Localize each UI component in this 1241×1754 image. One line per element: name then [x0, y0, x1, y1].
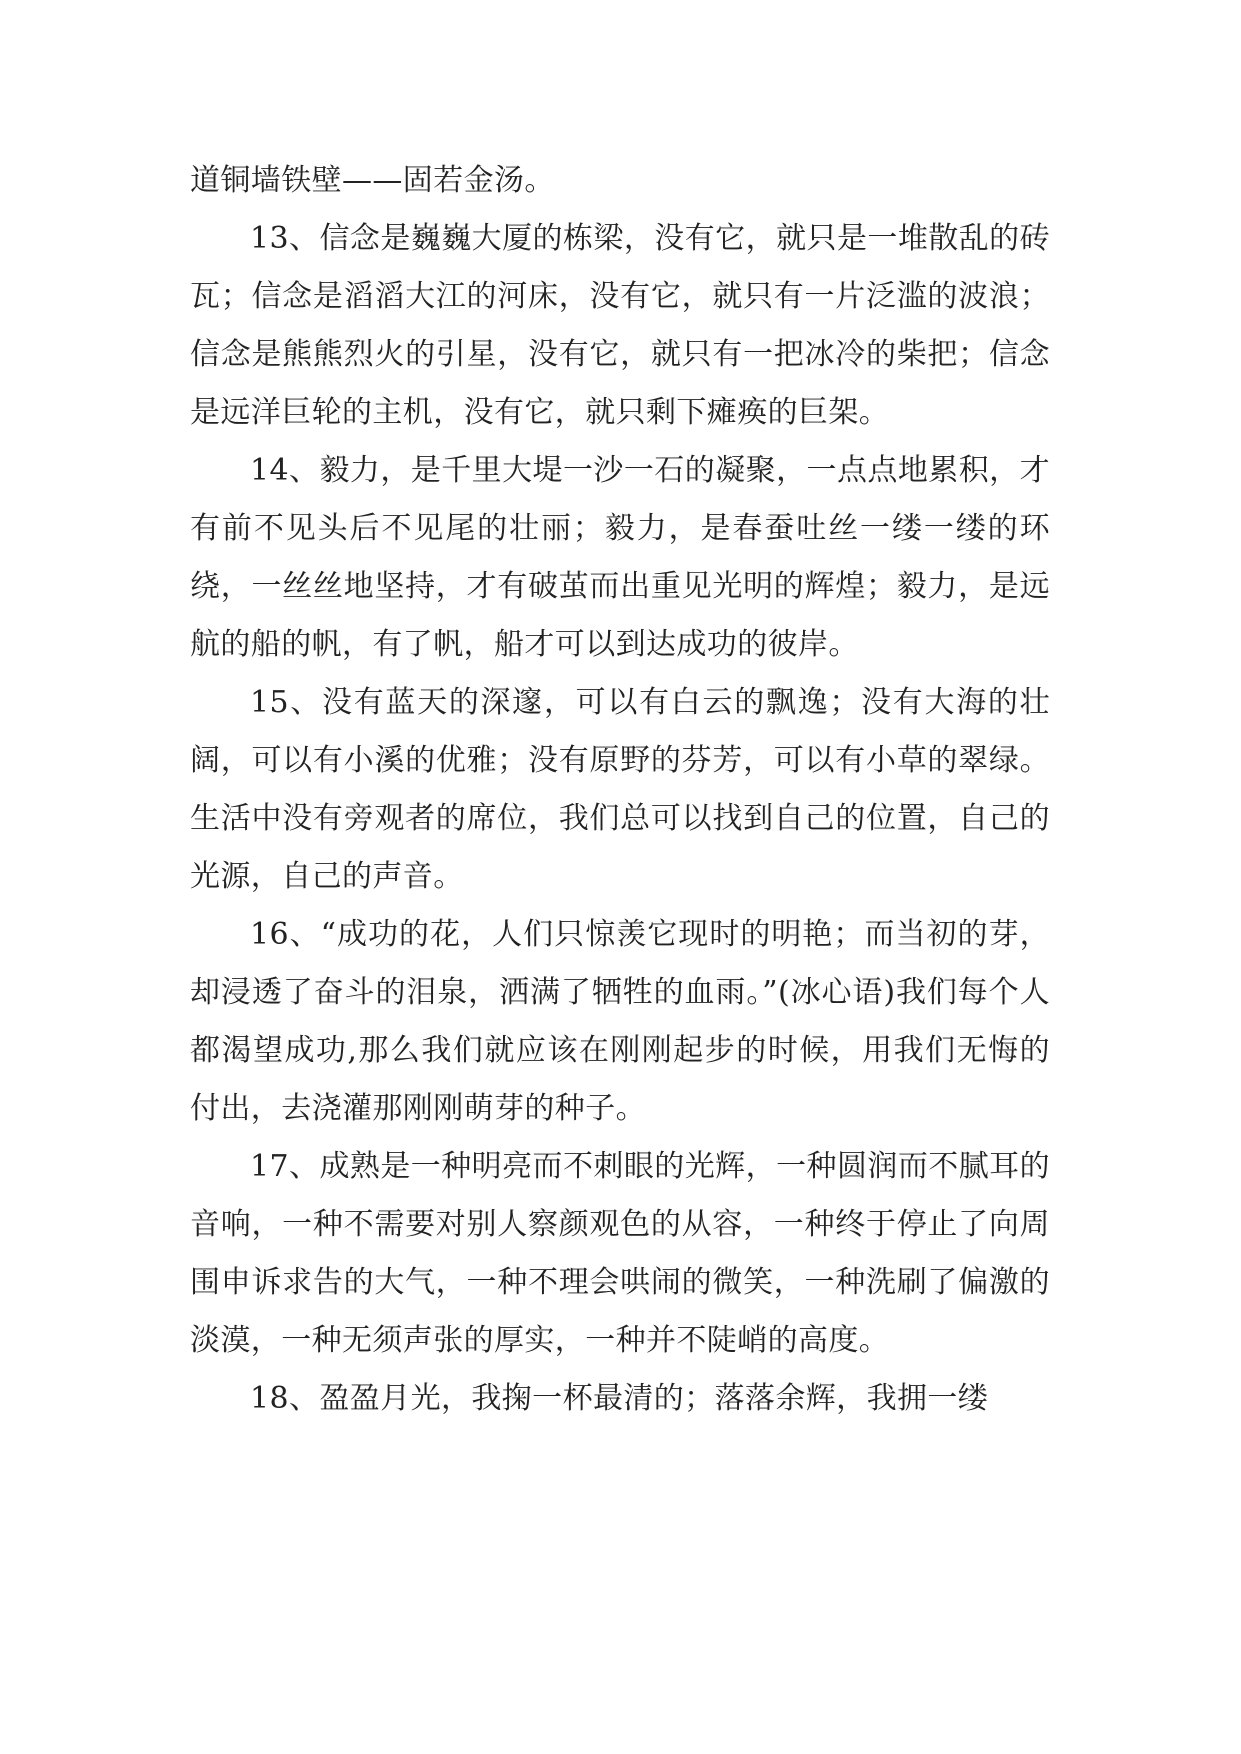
paragraph-13: 13、信念是巍巍大厦的栋梁，没有它，就只是一堆散乱的砖瓦；信念是滔滔大江的河床，没有它，就只有一片泛滥的波浪；信念是熊熊烈火的引星，没有它，就只有一把冰冷的柴把；信念是远洋巨轮的主机，没有它，就只剩下瘫痪的巨架。 [190, 221, 1050, 430]
paragraph-16: 16、“成功的花，人们只惊羡它现时的明艳；而当初的芽，却浸透了奋斗的泪泉，洒满了牺牲的血雨。”(冰心语)我们每个人都渴望成功,那么我们就应该在刚刚起步的时候，用我们无悔的付出，去浇灌那刚刚萌芽的种子。 [190, 917, 1050, 1126]
paragraph-12-continuation: 道铜墙铁壁——固若金汤。 [190, 163, 555, 198]
body-text [190, 152, 1050, 1428]
paragraph-15: 15、没有蓝天的深邃，可以有白云的飘逸；没有大海的壮阔，可以有小溪的优雅；没有原野的芬芳，可以有小草的翠绿。生活中没有旁观者的席位，我们总可以找到自己的位置，自己的光源，自己的声音。 [190, 685, 1050, 894]
paragraph-17: 17、成熟是一种明亮而不刺眼的光辉，一种圆润而不腻耳的音响，一种不需要对别人察颜观色的从容，一种终于停止了向周围申诉求告的大气，一种不理会哄闹的微笑，一种洗刷了偏激的淡漠，一种无须声张的厚实，一种并不陡峭的高度。 [190, 1149, 1050, 1358]
paragraph-18-start: 18、盈盈月光，我掬一杯最清的；落落余辉，我拥一缕 [250, 1381, 989, 1416]
paragraph-14: 14、毅力，是千里大堤一沙一石的凝聚，一点点地累积，才有前不见头后不见尾的壮丽；毅力，是春蚕吐丝一缕一缕的环绕，一丝丝地坚持，才有破茧而出重见光明的辉煌；毅力，是远航的船的帆，有了帆，船才可以到达成功的彼岸。 [190, 453, 1050, 662]
